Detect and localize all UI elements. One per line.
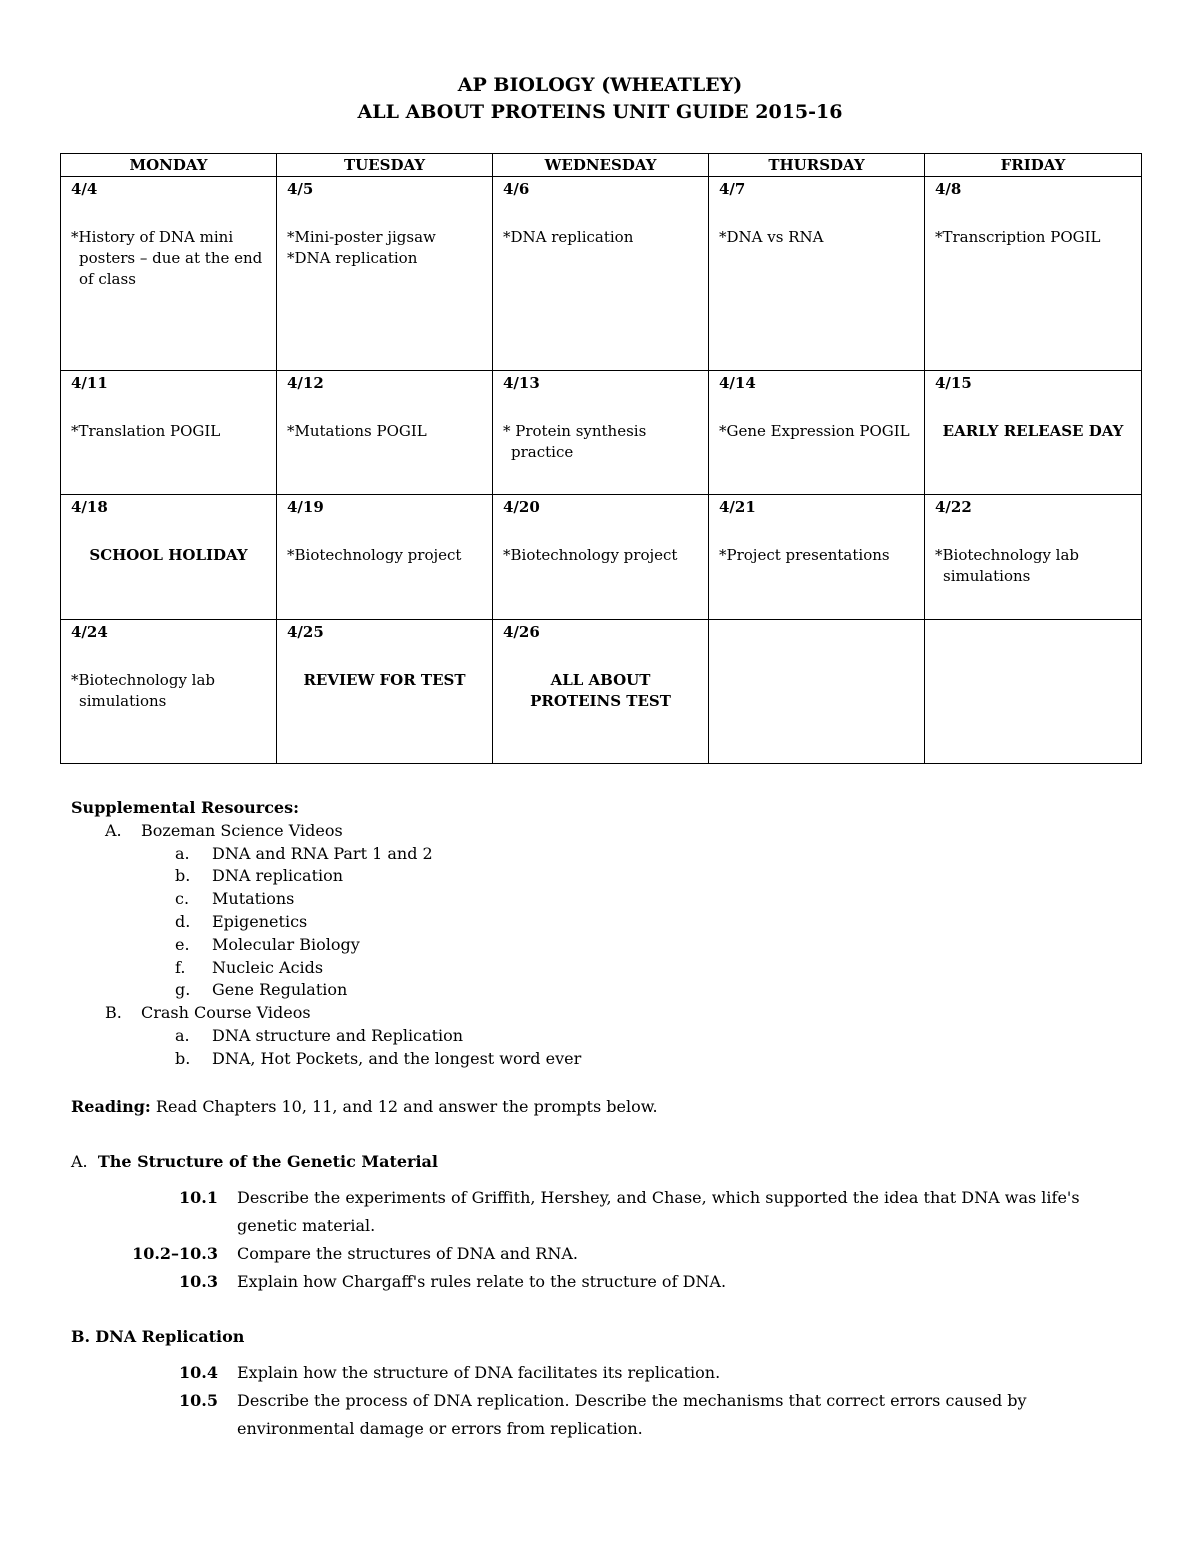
objective-number: 10.4 (179, 1363, 218, 1382)
resource-link-label: Molecular Biology (212, 934, 360, 954)
cell-date: 4/21 (719, 498, 756, 516)
list-marker: a. (175, 1025, 190, 1045)
cell-item: *Project presentations (719, 546, 890, 564)
objective-row (71, 1387, 1131, 1443)
cell-date: 4/4 (71, 180, 98, 198)
objective-text: Explain how Chargaff's rules relate to the structure of DNA. (237, 1272, 727, 1291)
objective-text: Describe the experiments of Griffith, Hershey, and Chase, which supported the idea that DNA was life's genetic material. (237, 1188, 1080, 1235)
resource-link-label: Gene Regulation (212, 980, 348, 1000)
cell-date: 4/6 (503, 180, 530, 198)
cell-date: 4/19 (287, 498, 324, 516)
calendar-day-cell (709, 371, 925, 495)
calendar-day-cell (277, 620, 493, 764)
day-header-thursday: THURSDAY (709, 154, 925, 177)
reading-instructions (71, 1096, 658, 1118)
calendar-day-cell (493, 495, 709, 620)
resource-group (71, 820, 581, 843)
cell-item: *Mini-poster jigsaw (287, 228, 436, 246)
objective-number: 10.5 (179, 1391, 218, 1410)
cell-date: 4/7 (719, 180, 746, 198)
supplemental-resources (71, 797, 581, 1071)
objective-text: Explain how the structure of DNA facilitates its replication. (237, 1363, 721, 1382)
cell-date: 4/14 (719, 374, 756, 392)
calendar-day-cell (709, 177, 925, 371)
cell-item: *DNA replication (503, 228, 634, 246)
cell-item: *Biotechnology lab simulations (935, 546, 1080, 585)
resources-heading: Supplemental Resources: (71, 798, 300, 817)
calendar-day-cell (925, 177, 1142, 371)
calendar-day-cell (61, 177, 277, 371)
cell-item: *Gene Expression POGIL (719, 422, 910, 440)
resource-group (71, 1002, 581, 1025)
cell-date: 4/24 (71, 623, 108, 641)
list-marker: c. (175, 889, 190, 909)
objective-number: 10.2–10.3 (132, 1244, 218, 1263)
list-marker: g. (175, 980, 191, 1000)
title-line-2: ALL ABOUT PROTEINS UNIT GUIDE 2015-16 (357, 101, 843, 123)
objective-row (71, 1359, 1131, 1387)
day-header-monday: MONDAY (61, 154, 277, 177)
cell-emphasis: SCHOOL HOLIDAY (89, 546, 248, 564)
cell-date: 4/26 (503, 623, 540, 641)
cell-item: *Biotechnology project (503, 546, 678, 564)
resource-item (71, 843, 581, 866)
objective-number: 10.3 (179, 1272, 218, 1291)
cell-date: 4/15 (935, 374, 972, 392)
cell-item: *Translation POGIL (71, 422, 221, 440)
cell-item: *DNA replication (287, 249, 418, 267)
unit-calendar (60, 153, 1142, 764)
section-title: DNA Replication (95, 1327, 245, 1346)
resource-link-label: Nucleic Acids (212, 957, 324, 977)
title-line-1: AP BIOLOGY (WHEATLEY) (457, 74, 743, 96)
cell-item: *DNA vs RNA (719, 228, 824, 246)
cell-item: * Protein synthesis practice (503, 422, 647, 461)
calendar-week-row (61, 371, 1142, 495)
cell-date: 4/11 (71, 374, 108, 392)
calendar-day-cell (277, 371, 493, 495)
section-marker: A. (71, 1152, 88, 1171)
calendar-day-cell (61, 620, 277, 764)
page-title (0, 72, 1200, 126)
objective-row (71, 1240, 1131, 1268)
cell-date: 4/25 (287, 623, 324, 641)
cell-emphasis: REVIEW FOR TEST (303, 671, 466, 689)
resource-item (71, 934, 581, 957)
resource-group-label: Crash Course Videos (141, 1003, 311, 1023)
section-heading-a (71, 1151, 438, 1173)
objective-row (71, 1268, 1131, 1296)
cell-date: 4/18 (71, 498, 108, 516)
objective-number: 10.1 (179, 1188, 218, 1207)
reading-text: Read Chapters 10, 11, and 12 and answer the prompts below. (150, 1097, 658, 1116)
objectives-list-b (71, 1359, 1131, 1443)
cell-item: *Transcription POGIL (935, 228, 1101, 246)
cell-date: 4/20 (503, 498, 540, 516)
list-marker: e. (175, 934, 190, 954)
day-header-friday: FRIDAY (925, 154, 1142, 177)
objective-text: Compare the structures of DNA and RNA. (237, 1244, 578, 1263)
resource-item (71, 957, 581, 980)
cell-date: 4/13 (503, 374, 540, 392)
calendar-header-row (61, 154, 1142, 177)
resource-link-label: Mutations (212, 889, 295, 909)
calendar-day-cell (709, 620, 925, 764)
resource-link-label: DNA structure and Replication (212, 1025, 464, 1045)
cell-item: *Mutations POGIL (287, 422, 427, 440)
cell-item: *History of DNA mini posters – due at the end of class (71, 228, 263, 288)
resource-item (71, 1025, 581, 1048)
calendar-week-row (61, 620, 1142, 764)
calendar-day-cell (493, 177, 709, 371)
list-marker: B. (105, 1003, 122, 1023)
section-heading-b (71, 1326, 244, 1348)
list-marker: b. (175, 866, 191, 886)
objective-text: Describe the process of DNA replication. Describe the mechanisms that correct errors caused by environmental damage or errors from replication. (237, 1391, 1027, 1438)
calendar-day-cell (709, 495, 925, 620)
objective-row (71, 1184, 1131, 1240)
calendar-day-cell (61, 371, 277, 495)
calendar-day-cell (277, 495, 493, 620)
list-marker: a. (175, 843, 190, 863)
calendar-day-cell (61, 495, 277, 620)
calendar-day-cell (493, 371, 709, 495)
day-header-tuesday: TUESDAY (277, 154, 493, 177)
calendar-week-row (61, 495, 1142, 620)
cell-item: *Biotechnology project (287, 546, 462, 564)
resource-item (71, 911, 581, 934)
calendar-day-cell (493, 620, 709, 764)
resource-group-label: Bozeman Science Videos (141, 820, 343, 840)
calendar-day-cell (925, 620, 1142, 764)
resource-item (71, 979, 581, 1002)
cell-date: 4/12 (287, 374, 324, 392)
reading-label: Reading: (71, 1097, 151, 1116)
calendar-day-cell (277, 177, 493, 371)
resource-link-label: DNA, Hot Pockets, and the longest word ever (212, 1048, 582, 1068)
resource-item (71, 1048, 581, 1071)
calendar-day-cell (925, 495, 1142, 620)
list-marker: f. (175, 957, 186, 977)
section-title: The Structure of the Genetic Material (97, 1152, 438, 1171)
cell-date: 4/22 (935, 498, 972, 516)
cell-date: 4/8 (935, 180, 962, 198)
calendar-week-row (61, 177, 1142, 371)
cell-emphasis: ALL ABOUT PROTEINS TEST (530, 671, 671, 710)
day-header-wednesday: WEDNESDAY (493, 154, 709, 177)
list-marker: A. (105, 820, 122, 840)
section-marker: B. (71, 1327, 91, 1346)
resource-item (71, 865, 581, 888)
cell-item: *Biotechnology lab simulations (71, 671, 216, 710)
cell-emphasis: EARLY RELEASE DAY (942, 422, 1124, 440)
resource-link-label: DNA replication (212, 866, 344, 886)
list-marker: b. (175, 1048, 191, 1068)
calendar-day-cell (925, 371, 1142, 495)
objectives-list-a (71, 1184, 1131, 1296)
resource-link-label: Epigenetics (212, 911, 308, 931)
cell-date: 4/5 (287, 180, 314, 198)
resource-item (71, 888, 581, 911)
resource-link-label: DNA and RNA Part 1 and 2 (212, 843, 433, 863)
list-marker: d. (175, 911, 191, 931)
